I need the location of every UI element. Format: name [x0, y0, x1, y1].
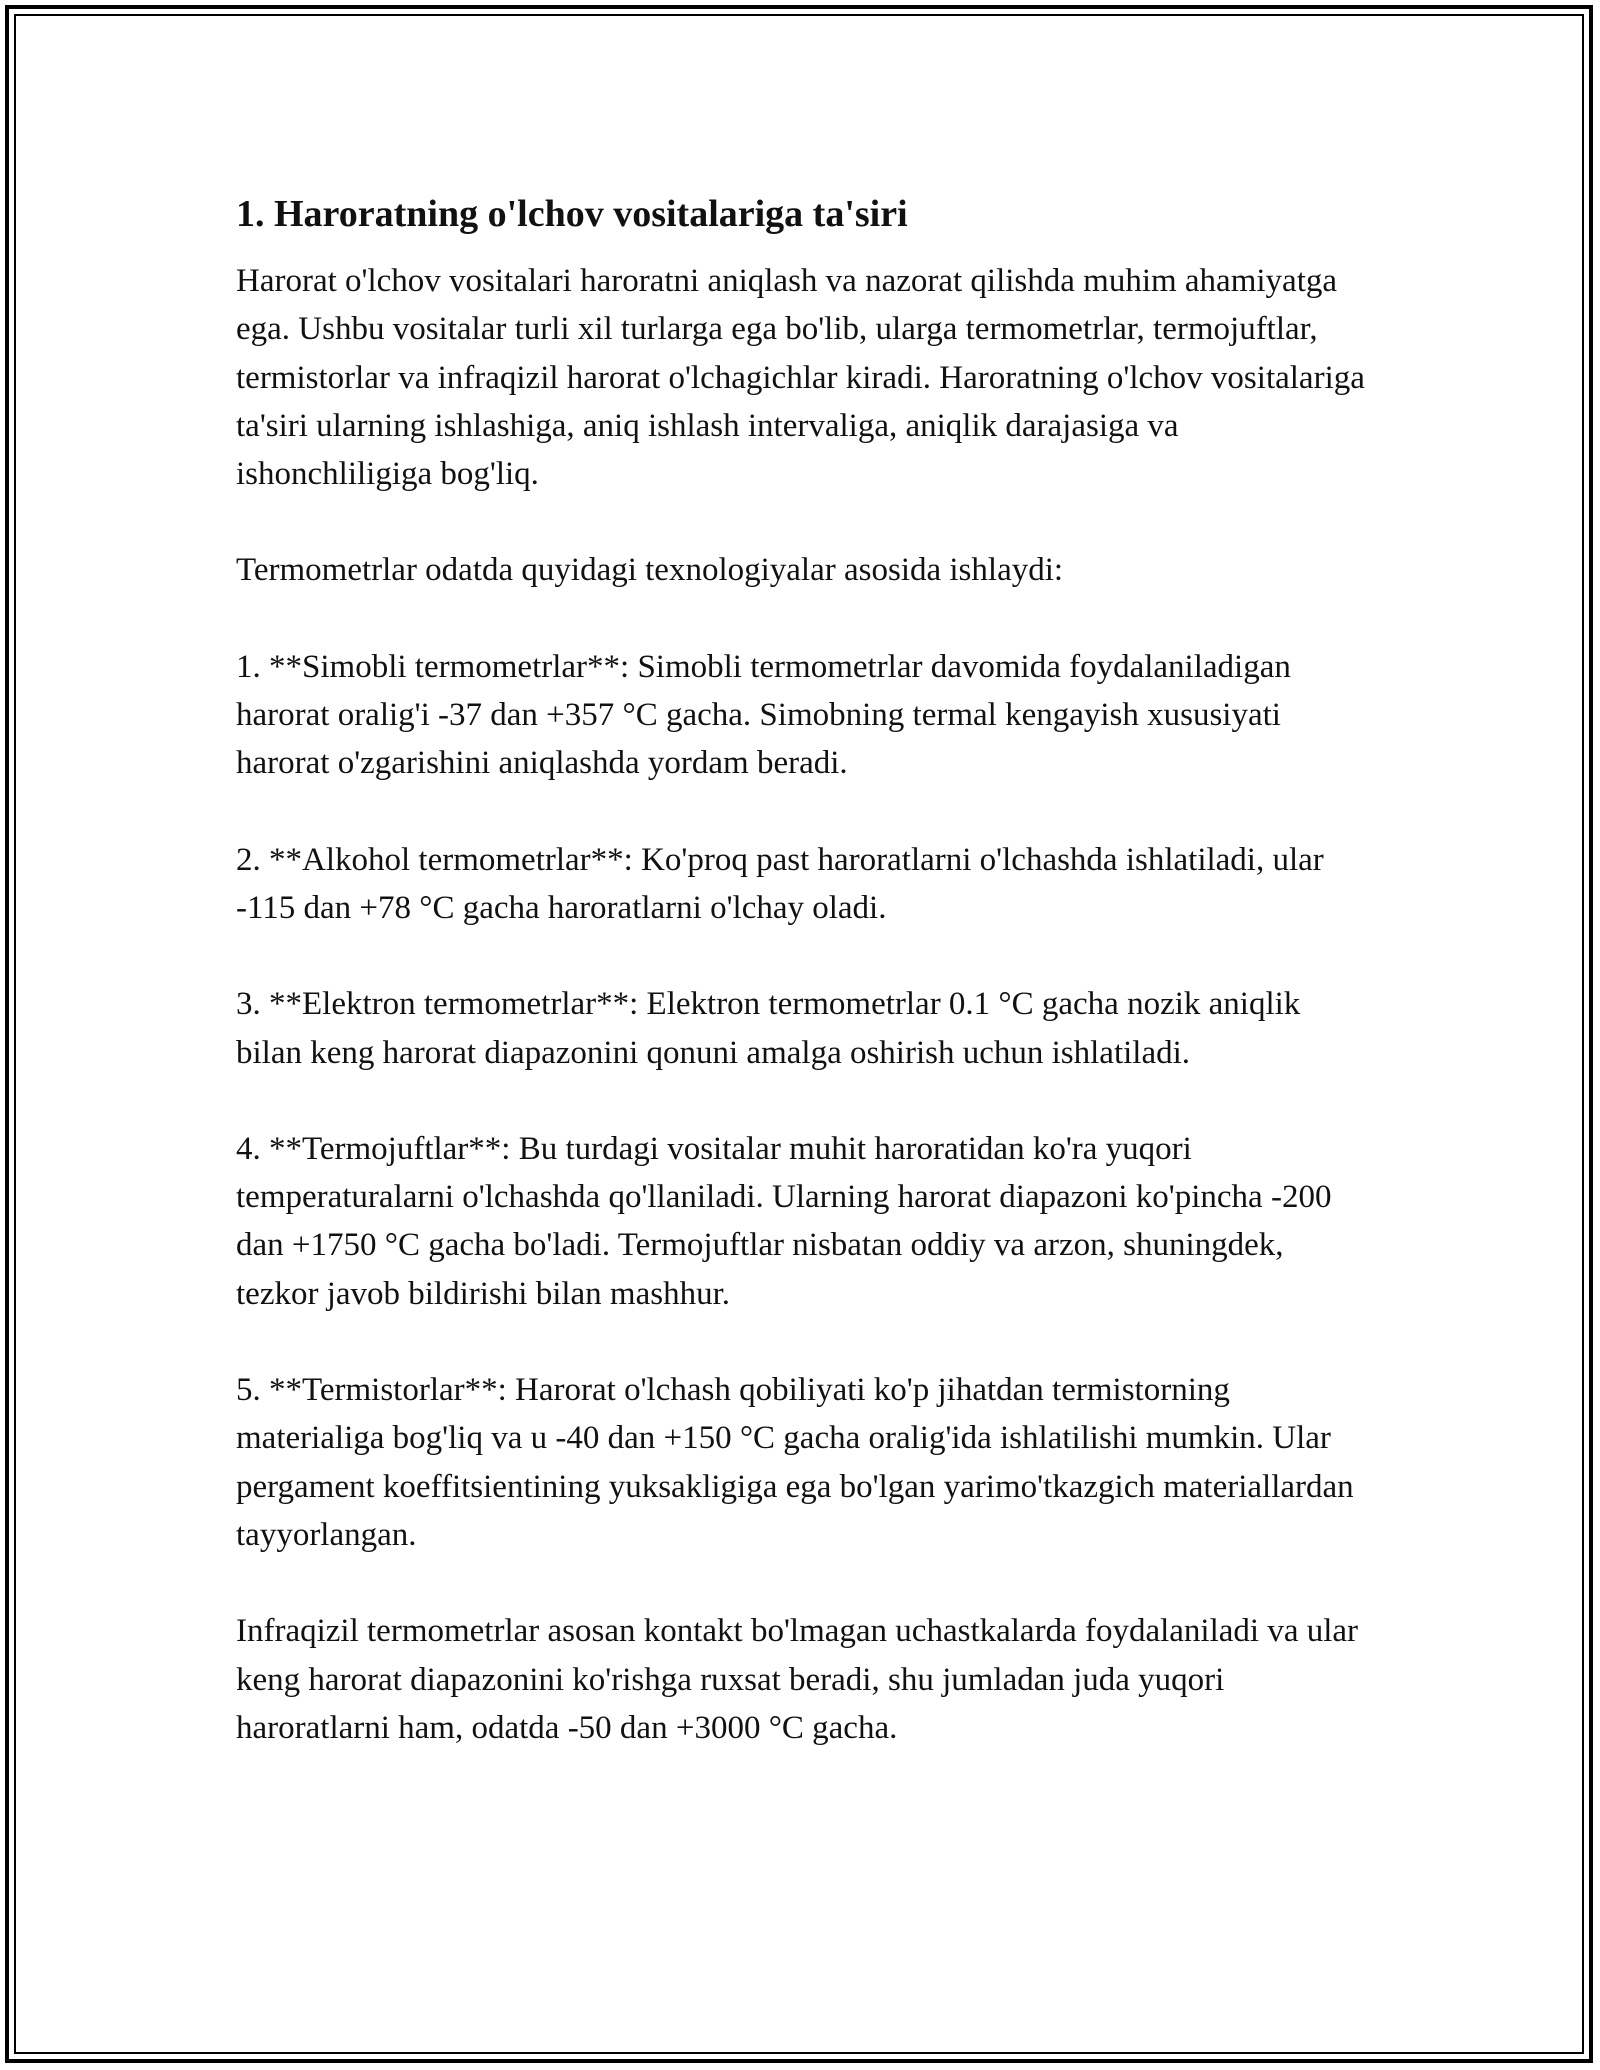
paragraph-technologies: Termometrlar odatda quyidagi texnologiyalar asosida ishlaydi:: [236, 552, 1064, 589]
list-item-thermocouples: 4. **Termojuftlar**: Bu turdagi vositalar muhit haroratidan ko'ra yuqori temperaturalarni o'lchashda qo'llaniladi. Ularning harorat diapazoni ko'pincha -200 dan +1750 °C gacha bo'ladi. Termojuftlar nisbatan oddiy va arzon, shuningdek, tezkor javob bildirishi bilan mashhur.: [236, 1130, 1332, 1312]
list-item-electronic-thermometers: 3. **Elektron termometrlar**: Elektron termometrlar 0.1 °C gacha nozik aniqlik bilan keng harorat diapazonini qonuni amalga oshirish uchun ishlatiladi.: [236, 986, 1301, 1071]
paragraph-infrared: Infraqizil termometrlar asosan kontakt bo'lmagan uchastkalarda foydalaniladi va ular keng harorat diapazonini ko'rishga ruxsat beradi, shu jumladan juda yuqori haroratlarni ham, odatda -50 dan +3000 °C gacha.: [236, 1613, 1359, 1746]
document-title: 1. Haroratning o'lchov vositalariga ta'siri: [236, 193, 908, 235]
paragraph-intro: Harorat o'lchov vositalari haroratni aniqlash va nazorat qilishda muhim ahamiyatga ega. Ushbu vositalar turli xil turlarga ega bo'lib, ularga termometrlar, termojuftlar, termistorlar va infraqizil harorat o'lchagichlar kiradi. Haroratning o'lchov vositalariga ta'siri ularning ishlashiga, aniq ishlash intervaliga, aniqlik darajasiga va ishonchliligiga bog'liq.: [236, 263, 1365, 493]
list-item-thermistors: 5. **Termistorlar**: Harorat o'lchash qobiliyati ko'p jihatdan termistorning materialiga bog'liq va u -40 dan +150 °C gacha oralig'ida ishlatilishi mumkin. Ular pergament koeffitsientining yuksakligiga ega bo'lgan yarimo'tkazgich materiallardan tayyorlangan.: [236, 1372, 1354, 1553]
list-item-alcohol-thermometers: 2. **Alkohol termometrlar**: Ko'proq past haroratlarni o'lchashda ishlatiladi, ular -115 dan +78 °C gacha haroratlarni o'lchay oladi.: [236, 841, 1324, 926]
list-item-mercury-thermometers: 1. **Simobli termometrlar**: Simobli termometrlar davomida foydalaniladigan harorat oralig'i -37 dan +357 °C gacha. Simobning termal kengayish xususiyati harorat o'zgarishini aniqlashda yordam beradi.: [236, 648, 1291, 782]
document-body: [236, 190, 1366, 1800]
